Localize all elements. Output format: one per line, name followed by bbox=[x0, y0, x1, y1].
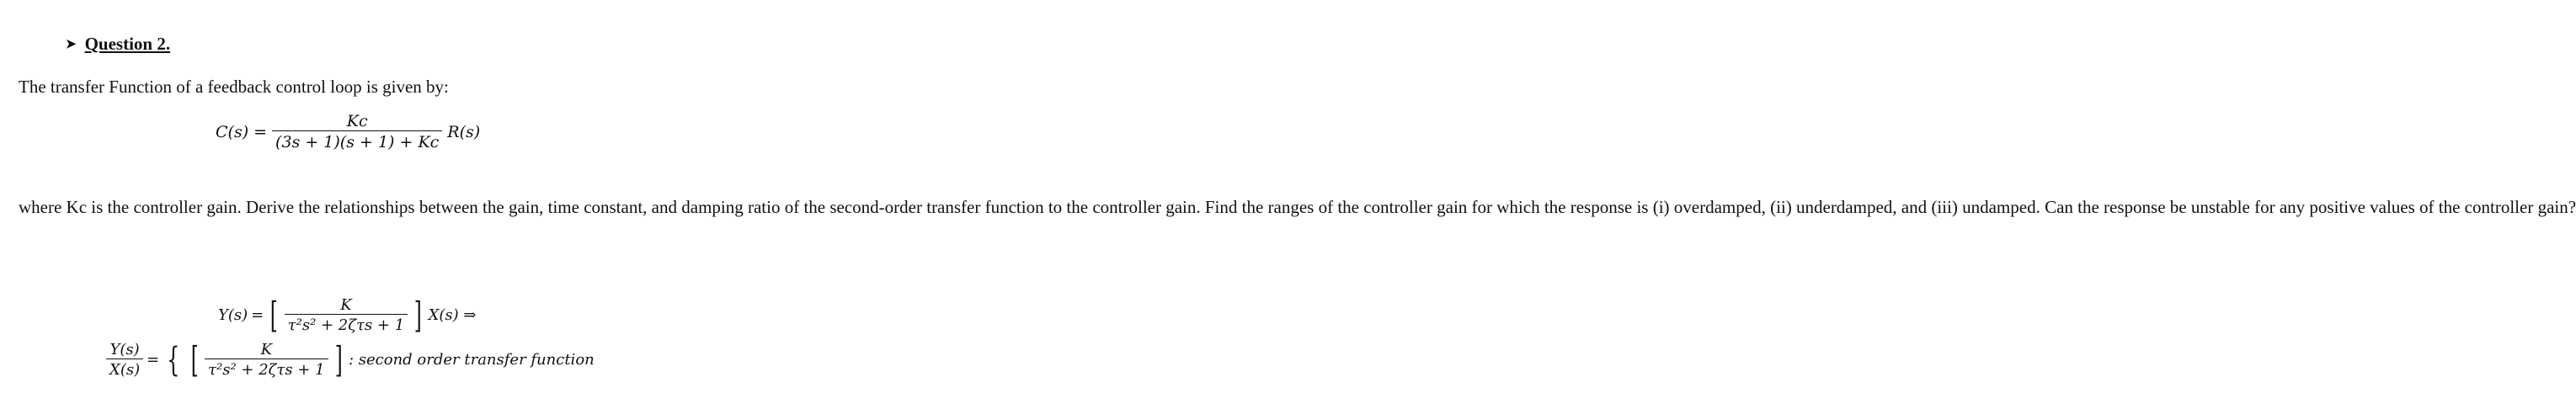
left-bracket: [ bbox=[269, 294, 278, 336]
right-bracket: ] bbox=[334, 338, 343, 380]
eq3-denominator: τ²s² + 2ζτs + 1 bbox=[205, 359, 328, 379]
eq1-denominator: (3s + 1)(s + 1) + Kc bbox=[272, 130, 442, 151]
eq2-fraction bbox=[285, 296, 408, 334]
eq2-denominator: τ²s² + 2ζτs + 1 bbox=[285, 314, 408, 334]
second-order-equation bbox=[218, 296, 477, 334]
eq2-equals: = bbox=[251, 306, 264, 324]
closed-loop-equation bbox=[216, 112, 480, 151]
eq1-rhs: R(s) bbox=[447, 122, 481, 141]
eq3-lhs-numerator: Y(s) bbox=[109, 341, 140, 359]
eq1-equals: = bbox=[253, 122, 268, 141]
eq1-lhs: C(s) bbox=[216, 122, 249, 141]
problem-paragraph bbox=[19, 197, 2576, 217]
eq3-numerator: K bbox=[260, 341, 273, 359]
left-bracket: [ bbox=[190, 338, 199, 380]
left-brace: { bbox=[167, 340, 180, 380]
problem-text: where Kc is the controller gain. Derive the relationships between the gain, time constant, and damping ratio of the second-order transfer function to the controller gain. Find the ranges of the controller gain for which the response is (i) overdamped, (ii) underdamped, and (iii) undamped. Can the response be unstable for any positive values of the controller gain? bbox=[19, 197, 2576, 217]
eq3-fraction bbox=[205, 341, 328, 379]
eq3-equals: = bbox=[147, 351, 160, 369]
right-arrowhead-icon: ➤ bbox=[66, 38, 77, 51]
eq1-fraction bbox=[272, 112, 442, 151]
eq2-lhs: Y(s) bbox=[218, 306, 248, 324]
eq3-description: : second order transfer function bbox=[348, 351, 595, 369]
intro-text: The transfer Function of a feedback control loop is given by: bbox=[19, 77, 449, 97]
eq3-lhs-fraction bbox=[106, 341, 143, 379]
question-title: Question 2. bbox=[84, 34, 171, 54]
eq2-rhs: X(s) ⇒ bbox=[428, 306, 477, 324]
question-heading bbox=[66, 34, 170, 55]
eq3-lhs-denominator: X(s) bbox=[106, 359, 143, 379]
right-bracket: ] bbox=[413, 294, 422, 336]
eq2-numerator: K bbox=[340, 296, 352, 314]
transfer-function-equation bbox=[106, 338, 595, 380]
eq1-numerator: Kc bbox=[346, 112, 368, 130]
